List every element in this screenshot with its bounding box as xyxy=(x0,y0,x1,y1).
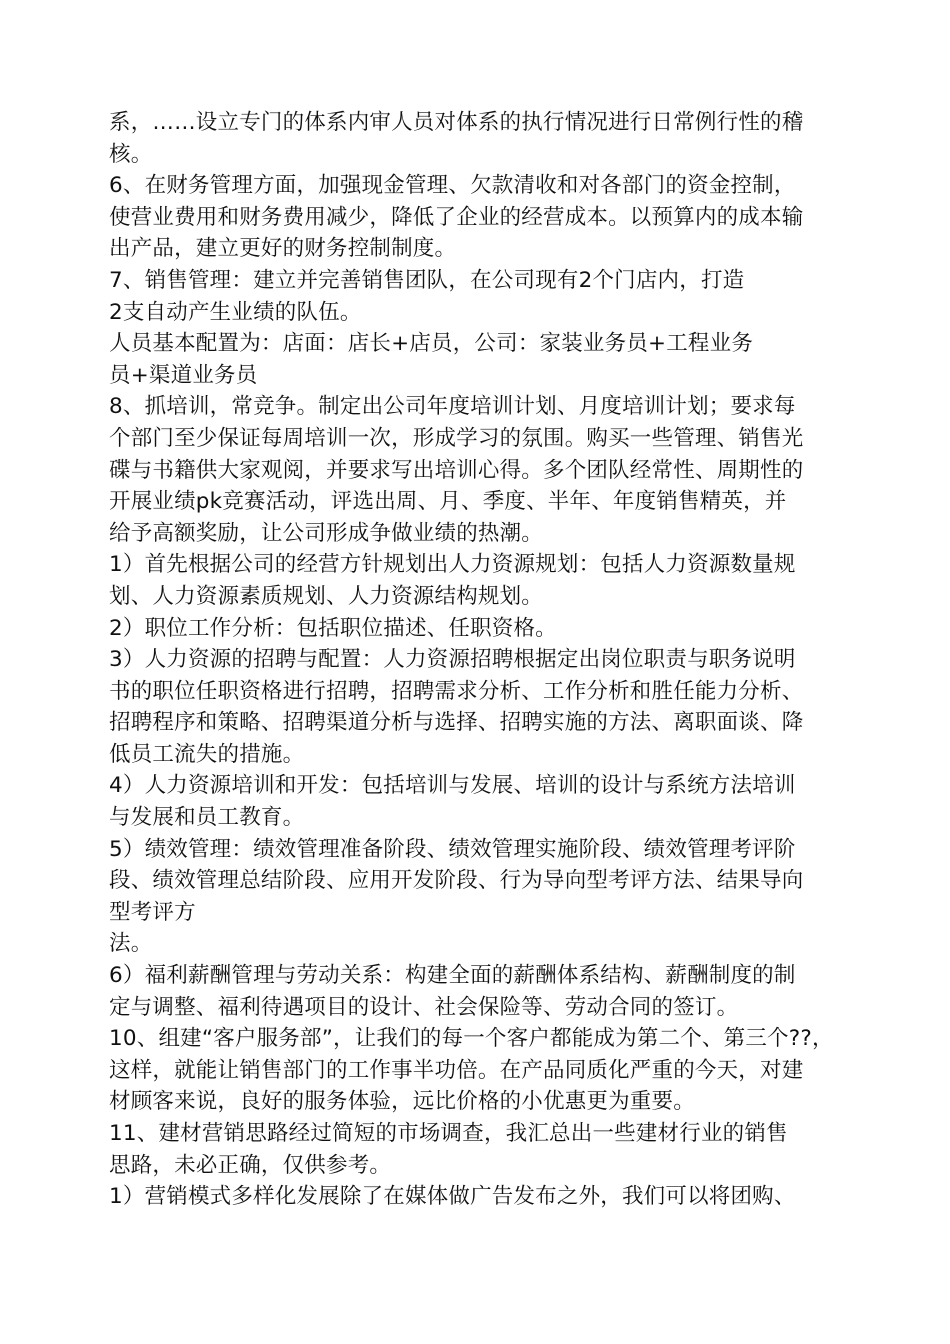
text-line: 思路，未必正确，仅供参考。 xyxy=(109,1152,392,1178)
text-line: 11、建材营销思路经过简短的市场调查，我汇总出一些建材行业的销售 xyxy=(109,1121,788,1146)
text-line: 2）职位工作分析：包括职位描述、任职资格。 xyxy=(109,615,557,641)
text-line: 这样，就能让销售部门的工作事半功倍。在产品同质化严重的今天，对建 xyxy=(109,1057,804,1083)
text-line: 10、组建“客户服务部”，让我们的每一个客户都能成为第二个、第三个??， xyxy=(109,1026,834,1052)
text-line: 使营业费用和财务费用减少，降低了企业的经营成本。以预算内的成本输 xyxy=(109,204,804,230)
text-line: 书的职位任职资格进行招聘，招聘需求分析、工作分析和胜任能力分析、 xyxy=(109,678,804,704)
document-body xyxy=(109,107,869,1213)
text-line: 碟与书籍供大家观阅，并要求写出培训心得。多个团队经常性、周期性的 xyxy=(109,457,804,483)
text-line: 5）绩效管理：绩效管理准备阶段、绩效管理实施阶段、绩效管理考评阶 xyxy=(109,836,796,862)
text-line: 个部门至少保证每周培训一次，形成学习的氛围。购买一些管理、销售光 xyxy=(109,425,804,451)
text-line: 材顾客来说，良好的服务体验，远比价格的小优惠更为重要。 xyxy=(109,1089,695,1115)
text-line: 核。 xyxy=(109,141,153,167)
text-line: 8、抓培训，常竞争。制定出公司年度培训计划、月度培训计划；要求每 xyxy=(109,394,796,420)
text-line: 6）福利薪酬管理与劳动关系：构建全面的薪酬体系结构、薪酬制度的制 xyxy=(109,963,796,989)
text-line: 开展业绩pk竞赛活动，评选出周、月、季度、半年、年度销售精英，并 xyxy=(109,489,787,515)
text-line: 给予高额奖励，让公司形成争做业绩的热潮。 xyxy=(109,520,544,546)
text-line: 1）营销模式多样化发展除了在媒体做广告发布之外，我们可以将团购、 xyxy=(109,1184,796,1210)
text-line: 2支自动产生业绩的队伍。 xyxy=(109,299,362,325)
text-line: 划、人力资源素质规划、人力资源结构规划。 xyxy=(109,583,544,609)
text-line: 定与调整、福利待遇项目的设计、社会保险等、劳动合同的签订。 xyxy=(109,994,739,1020)
text-line: 低员工流失的措施。 xyxy=(109,741,305,767)
text-line: 员+渠道业务员 xyxy=(109,362,258,388)
text-line: 6、在财务管理方面，加强现金管理、欠款清收和对各部门的资金控制， xyxy=(109,173,796,199)
text-line: 段、绩效管理总结阶段、应用开发阶段、行为导向型考评方法、结果导向 xyxy=(109,868,804,894)
text-line: 7、销售管理：建立并完善销售团队，在公司现有2个门店内，打造 xyxy=(109,267,745,293)
text-line: 1）首先根据公司的经营方针规划出人力资源规划：包括人力资源数量规 xyxy=(109,552,796,578)
text-line: 人员基本配置为：店面：店长+店员，公司：家装业务员+工程业务 xyxy=(109,331,754,357)
text-line: 法。 xyxy=(109,931,153,957)
text-line: 招聘程序和策略、招聘渠道分析与选择、招聘实施的方法、离职面谈、降 xyxy=(109,710,804,736)
text-line: 出产品，建立更好的财务控制制度。 xyxy=(109,236,457,262)
text-line: 4）人力资源培训和开发：包括培训与发展、培训的设计与系统方法培训 xyxy=(109,773,796,799)
text-line: 型考评方 xyxy=(109,899,196,925)
text-line: 与发展和员工教育。 xyxy=(109,805,305,831)
text-line: 3）人力资源的招聘与配置：人力资源招聘根据定出岗位职责与职务说明 xyxy=(109,647,796,673)
text-line: 系，……设立专门的体系内审人员对体系的执行情况进行日常例行性的稽 xyxy=(109,110,804,135)
